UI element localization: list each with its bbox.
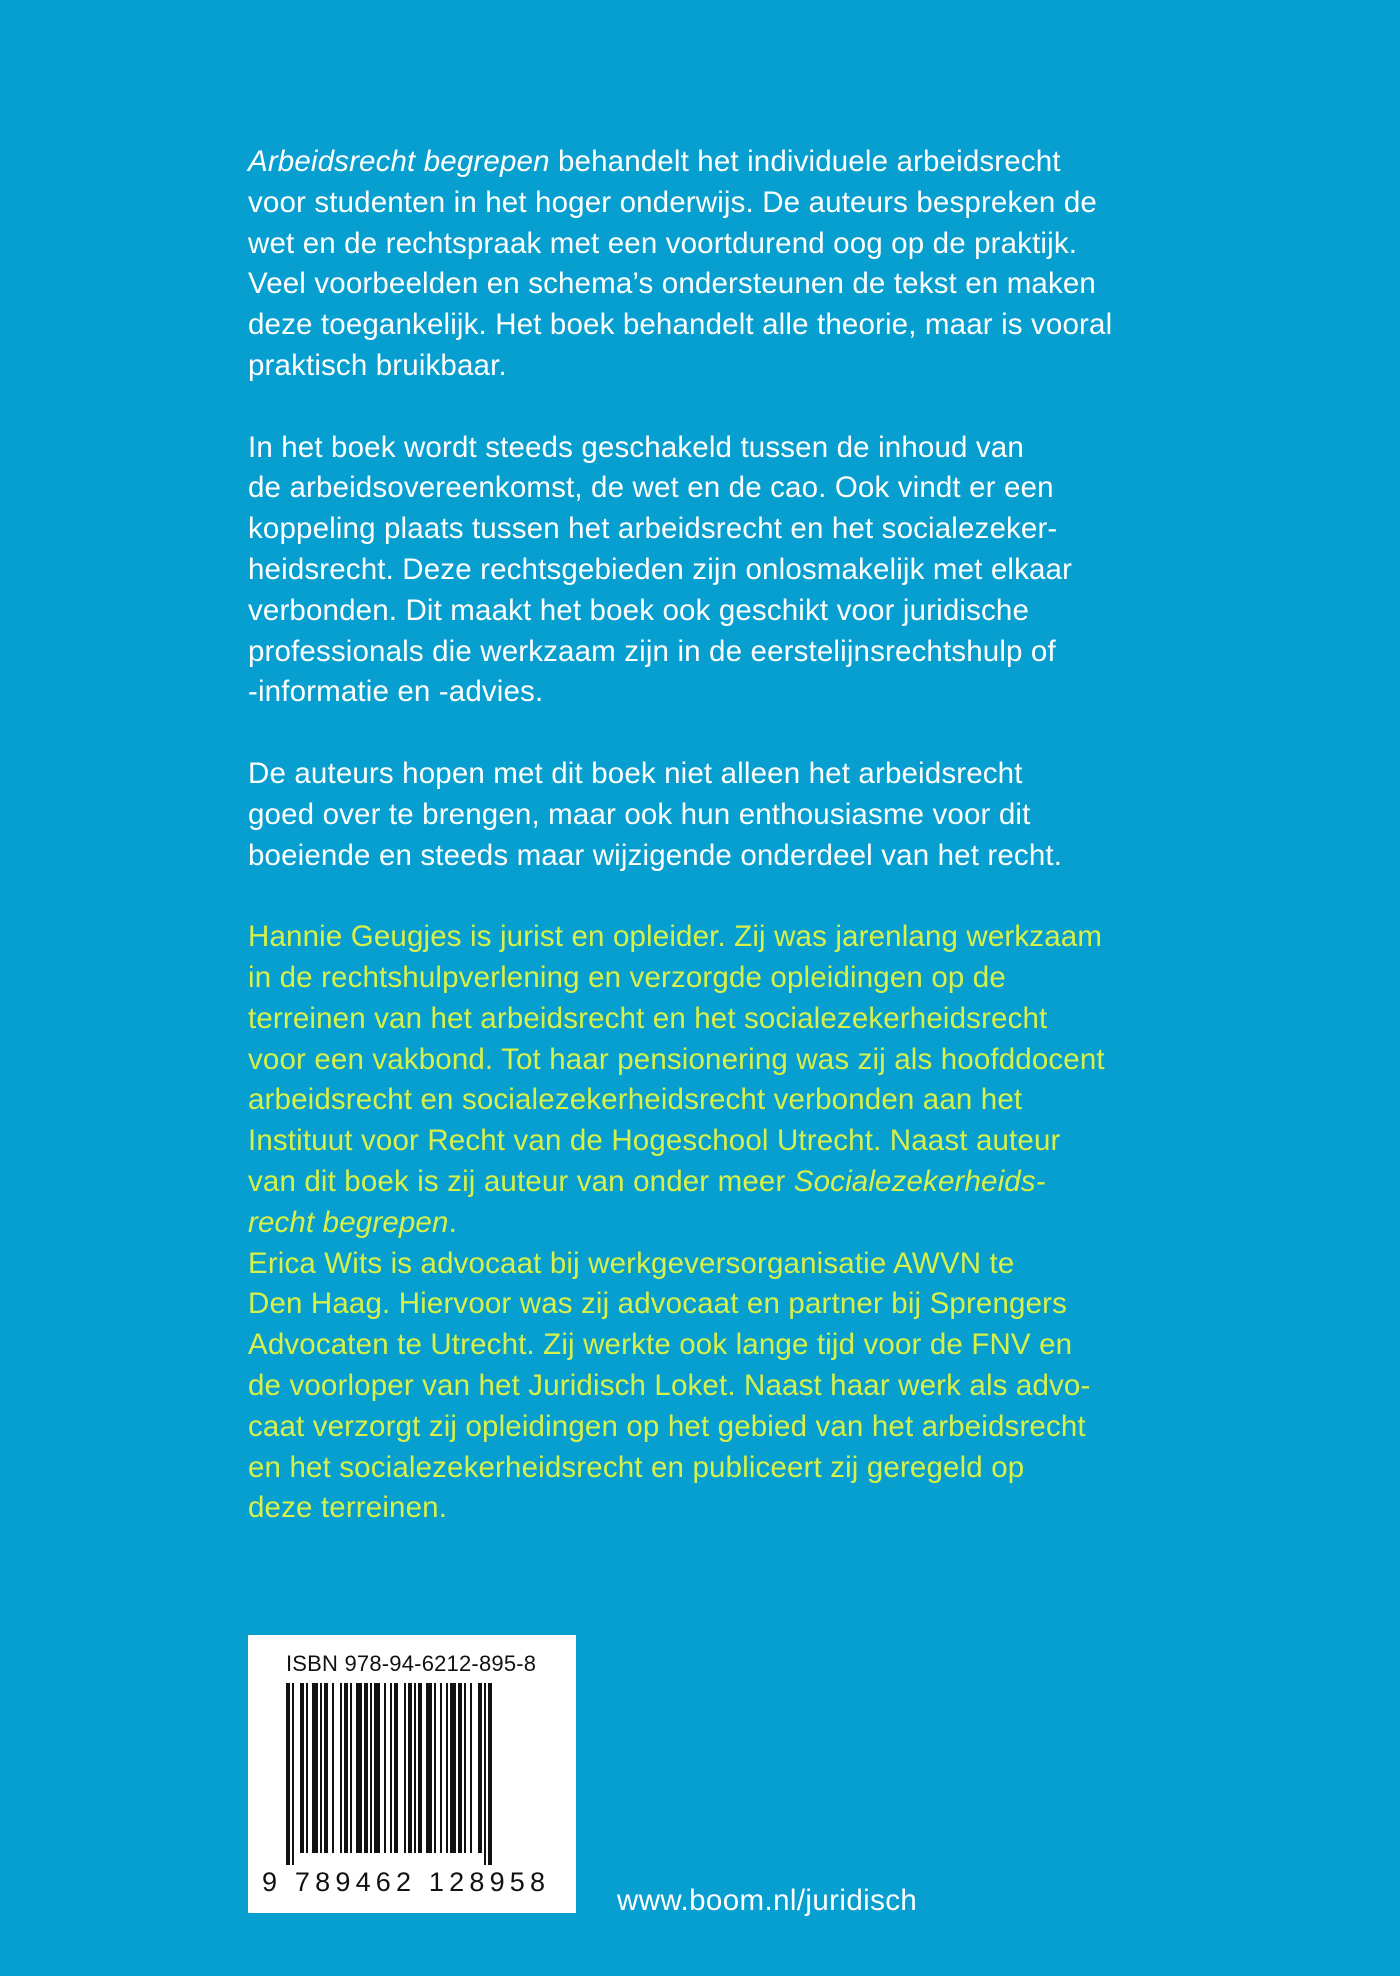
barcode-bar	[384, 1683, 386, 1853]
barcode-bar	[312, 1683, 318, 1853]
barcode-bar	[364, 1683, 368, 1853]
barcode-bar	[292, 1683, 294, 1865]
barcode-bar	[320, 1683, 322, 1853]
barcode-bar	[340, 1683, 342, 1853]
barcode-bar	[414, 1683, 416, 1853]
description-paragraph-1	[248, 142, 1168, 387]
barcode-bar	[306, 1683, 308, 1853]
barcode-bar	[484, 1683, 486, 1865]
barcode-bar	[418, 1683, 422, 1853]
barcode-bar	[332, 1683, 334, 1853]
barcode-bar	[356, 1683, 362, 1853]
barcode-bar	[458, 1683, 462, 1853]
publisher-website: www.boom.nl/juridisch	[617, 1884, 918, 1917]
author-bio-wits: Erica Wits is advocaat bij werkgeversorganisatie AWVN te Den Haag. Hiervoor was zij advocaat en partner bij Sprengers Advocaten te Utrecht. Zij werkte ook lange tijd voor de FNV en de voorloper van het Juridisch Loket. Naast haar werk als advo- caat verzorgt zij opleidingen op het gebied van het arbeidsrecht en het socialezekerheidsrecht en publiceert zij geregeld op deze terreinen.	[248, 1246, 1091, 1525]
barcode-bar	[464, 1683, 466, 1853]
barcode-bar	[390, 1683, 392, 1853]
barcode-bar	[408, 1683, 412, 1853]
barcode-panel	[248, 1635, 576, 1913]
book-title-italic: Arbeidsrecht begrepen	[248, 145, 550, 178]
barcode-bar	[404, 1683, 406, 1853]
barcode-bar	[488, 1683, 492, 1865]
author-bio-geugjes-text: Hannie Geugjes is jurist en opleider. Zij was jarenlang werkzaam in de rechtshulpverlening en verzorgde opleidingen op de terreinen van het arbeidsrecht en het socialezekerheidsrecht voor een vakbond. Tot haar pensionering was zij als hoofddocent arbeidsrecht en socialezekerheidsrecht verbonden aan het Instituut voor Recht van de Hogeschool Utrecht. Naast auteur van dit boek is zij auteur van onder meer	[248, 920, 1105, 1198]
description-paragraph-2: In het boek wordt steeds geschakeld tussen de inhoud van de arbeidsovereenkomst, de wet en de cao. Ook vindt er een koppeling plaats tussen het arbeidsrecht en het socialezeker- heidsrecht. Deze rechtsgebieden zijn onlosmakelijk met elkaar verbonden. Dit maakt het boek ook geschikt voor juridische professionals die werkzaam zijn in de eerstelijnsrechtshulp of -informatie en -advies.	[248, 430, 1073, 709]
barcode-digits: 9 789462 128958	[262, 1867, 551, 1897]
barcode-bar	[324, 1683, 328, 1853]
barcode-bar	[370, 1683, 372, 1853]
barcode-bar	[478, 1683, 482, 1853]
author-bio-geugjes-end: .	[448, 1205, 457, 1239]
barcode-bar	[450, 1683, 456, 1853]
description-paragraph-3: De auteurs hopen met dit boek niet alleen het arbeidsrecht goed over te brengen, maar ook hun enthousiasme voor dit boeiende en steeds maar wijzigende onderdeel van het recht.	[248, 756, 1063, 872]
barcode-bar	[350, 1683, 352, 1853]
isbn-label: ISBN 978-94-6212-895-8	[286, 1651, 537, 1676]
blurb-text	[248, 142, 1168, 1529]
barcode-bar	[446, 1683, 448, 1853]
barcode-bar	[300, 1683, 304, 1853]
barcode-bar	[374, 1683, 380, 1853]
barcode-bar	[344, 1683, 348, 1853]
author-bio-geugjes	[248, 917, 1168, 1243]
barcode-bar	[434, 1683, 436, 1853]
barcode-bar	[426, 1683, 432, 1853]
description-paragraph-1-text: behandelt het individuele arbeidsrecht voor studenten in het hoger onderwijs. De auteurs bespreken de wet en de rechtspraak met een voortdurend oog op de praktijk. Veel voorbeelden en schema’s ondersteunen de tekst en maken deze toegankelijk. Het boek behandelt alle theorie, maar is vooral praktisch bruikbaar.	[248, 145, 1113, 382]
barcode-image	[286, 1683, 542, 1865]
barcode-bar	[286, 1683, 290, 1865]
barcode-bar	[394, 1683, 398, 1853]
barcode-bar	[470, 1683, 472, 1853]
related-book-title-italic: Socialezekerheids- recht begrepen	[248, 1164, 1046, 1239]
barcode-bar	[440, 1683, 442, 1853]
